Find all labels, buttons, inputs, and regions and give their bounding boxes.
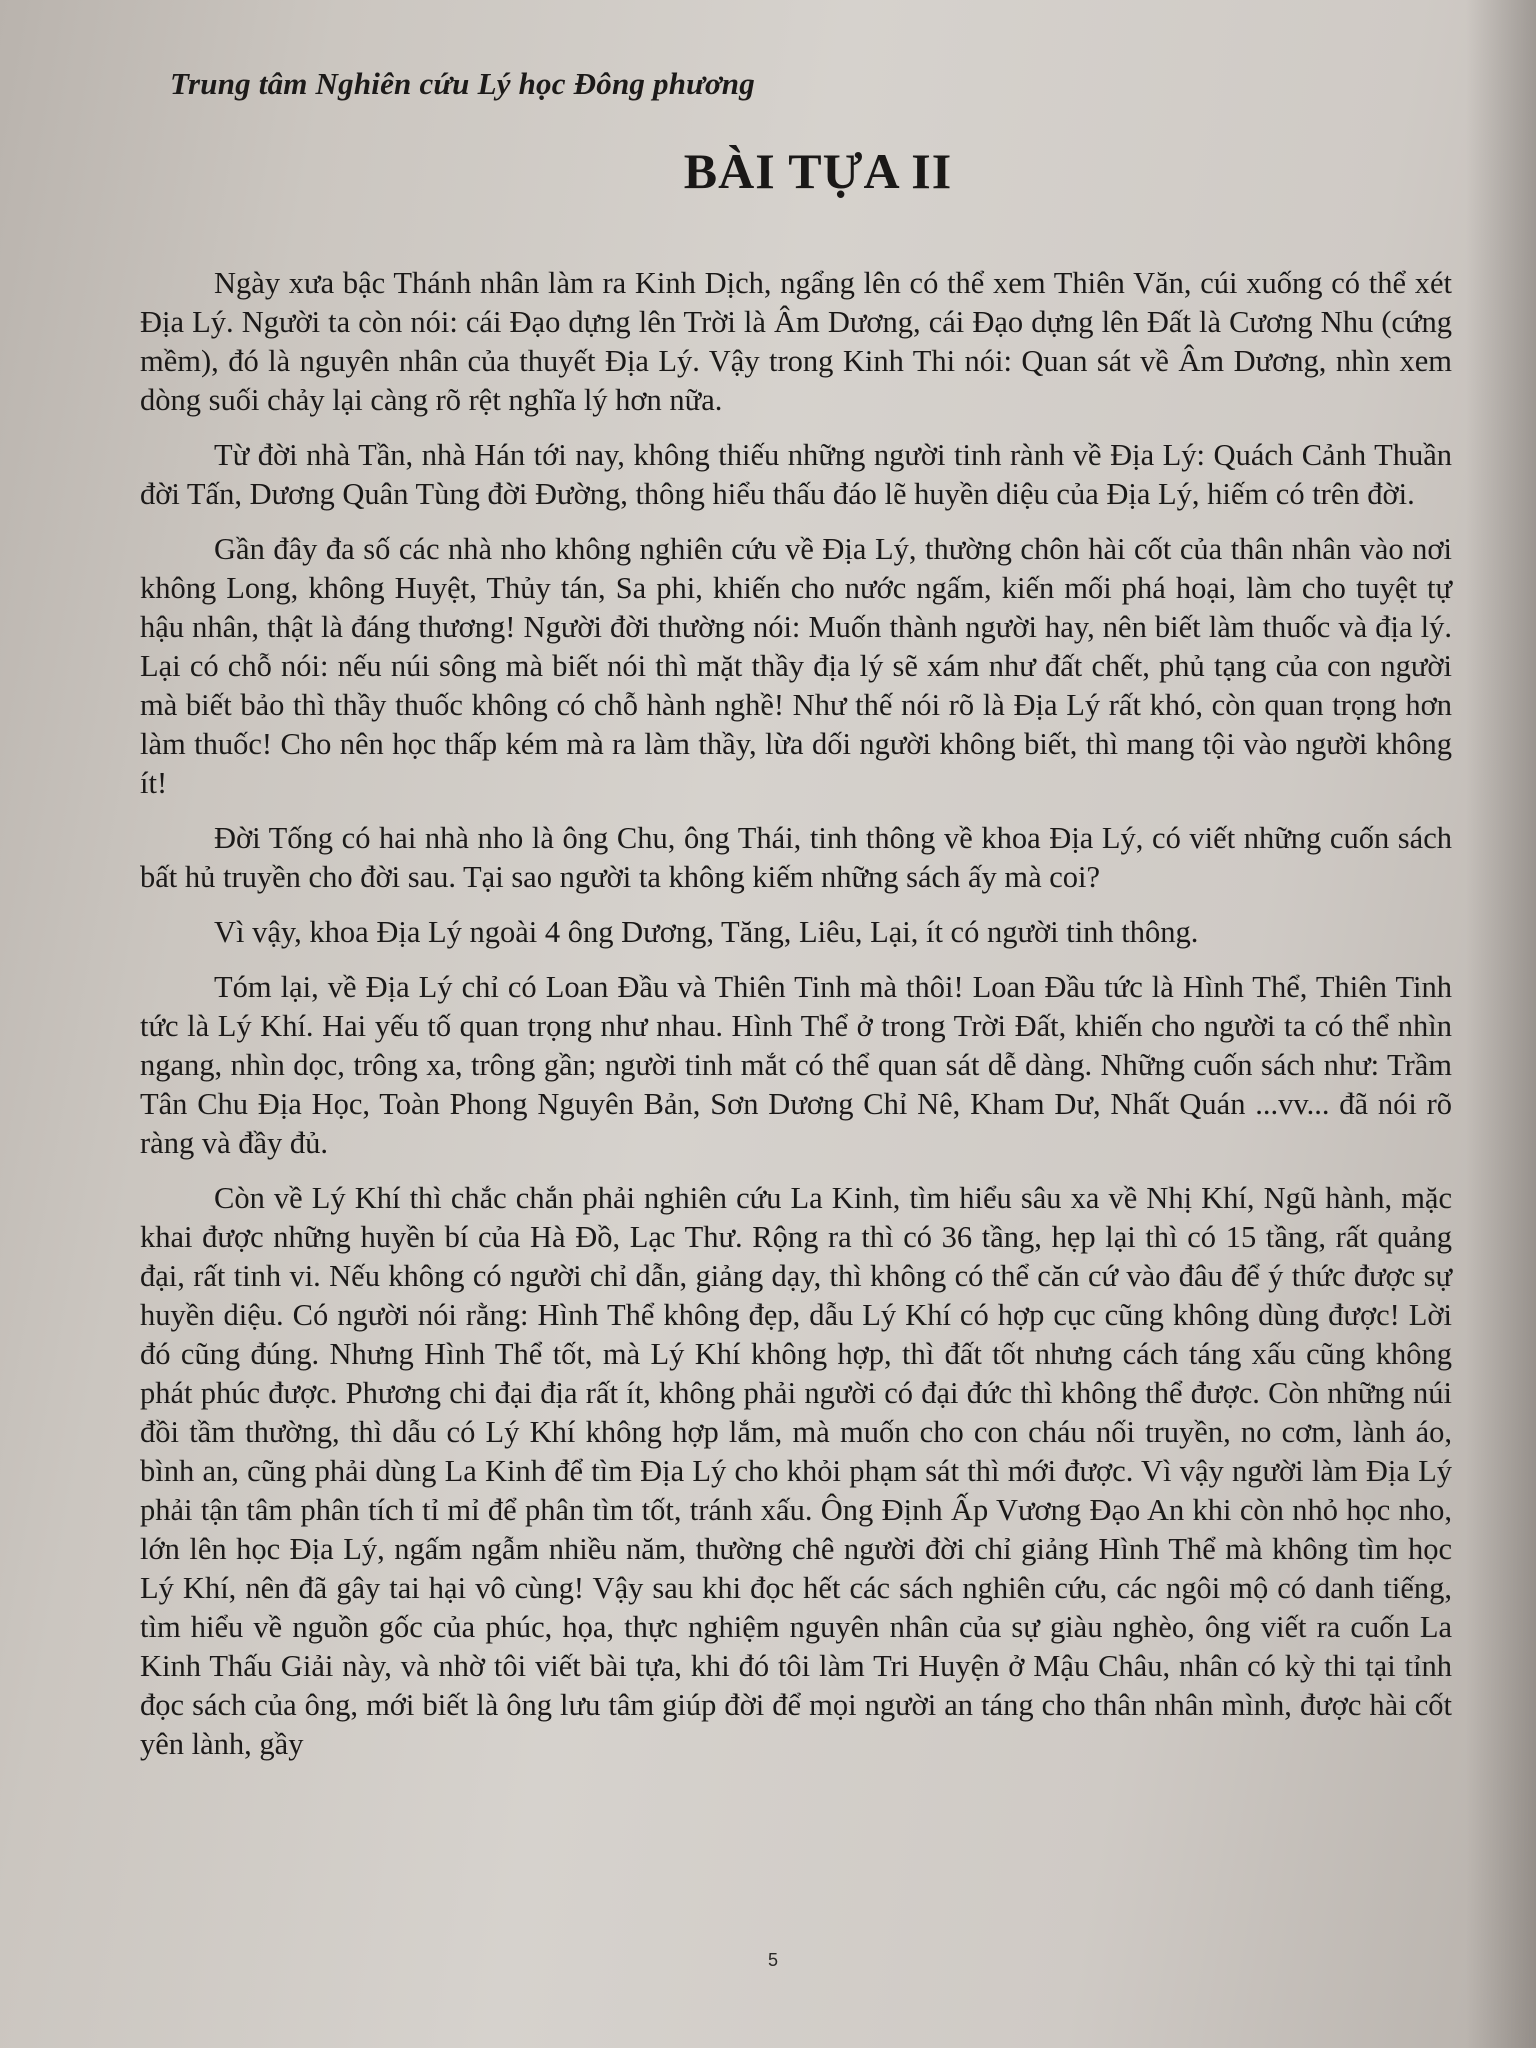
paragraph-4: Đời Tống có hai nhà nho là ông Chu, ông Thái, tinh thông về khoa Địa Lý, có viết những cuốn sách bất hủ truyền cho đời sau. Tại sao người ta không kiếm những sách ấy mà coi? <box>140 821 1452 894</box>
body-text <box>140 264 1452 1780</box>
chapter-title: BÀI TỰA II <box>683 143 953 199</box>
paragraph-5: Vì vậy, khoa Địa Lý ngoài 4 ông Dương, Tăng, Liêu, Lại, ít có người tinh thông. <box>214 915 1199 949</box>
running-header: Trung tâm Nghiên cứu Lý học Đông phương <box>170 66 755 101</box>
paragraph-7: Còn về Lý Khí thì chắc chắn phải nghiên cứu La Kinh, tìm hiểu sâu xa về Nhị Khí, Ngũ hành, mặc khai được những huyền bí của Hà Đồ, Lạc Thư. Rộng ra thì có 36 tầng, hẹp lại thì có 15 tầng, rất quảng đại, rất tinh vi. Nếu không có người chỉ dẫn, giảng dạy, thì không có thể căn cứ vào đâu để ý thức được sự huyền diệu. Có người nói rằng: Hình Thể không đẹp, dẫu Lý Khí có hợp cục cũng không dùng được! Lời đó cũng đúng. Nhưng Hình Thể tốt, mà Lý Khí không hợp, thì đất tốt nhưng cách táng xấu cũng không phát phúc được. Phương chi đại địa rất ít, không phải người có đại đức thì không thể được. Còn những núi đồi tầm thường, thì dẫu có Lý Khí không hợp lắm, mà muốn cho con cháu nối truyền, no cơm, lành áo, bình an, cũng phải dùng La Kinh để tìm Địa Lý cho khỏi phạm sát thì mới được. Vì vậy người làm Địa Lý phải tận tâm phân tích tỉ mỉ để phân tìm tốt, tránh xấu. Ông Định Ấp Vương Đạo An khi còn nhỏ học nho, lớn lên học Địa Lý, ngấm ngẫm nhiều năm, thường chê người đời chỉ giảng Hình Thể mà không tìm học Lý Khí, nên đã gây tai hại vô cùng! Vậy sau khi đọc hết các sách nghiên cứu, các ngôi mộ có danh tiếng, tìm hiểu về nguồn gốc của phúc, họa, thực nghiệm nguyên nhân của sự giàu nghèo, ông viết ra cuốn La Kinh Thấu Giải này, và nhờ tôi viết bài tựa, khi đó tôi làm Tri Huyện ở Mậu Châu, nhân có kỳ thi tại tỉnh đọc sách của ông, mới biết là ông lưu tâm giúp đời để mọi người an táng cho thân nhân mình, được hài cốt yên lành, gầy <box>140 1181 1452 1761</box>
paragraph-2: Từ đời nhà Tần, nhà Hán tới nay, không thiếu những người tinh rành về Địa Lý: Quách Cảnh Thuần đời Tấn, Dương Quân Tùng đời Đường, thông hiểu thấu đáo lẽ huyền diệu của Địa Lý, hiếm có trên đời. <box>140 438 1452 511</box>
paragraph-1: Ngày xưa bậc Thánh nhân làm ra Kinh Dịch, ngẩng lên có thể xem Thiên Văn, cúi xuống có thể xét Địa Lý. Người ta còn nói: cái Đạo dựng lên Trời là Âm Dương, cái Đạo dựng lên Đất là Cương Nhu (cứng mềm), đó là nguyên nhân của thuyết Địa Lý. Vậy trong Kinh Thi nói: Quan sát về Âm Dương, nhìn xem dòng suối chảy lại càng rõ rệt nghĩa lý hơn nữa. <box>140 266 1452 417</box>
paragraph-3: Gần đây đa số các nhà nho không nghiên cứu về Địa Lý, thường chôn hài cốt của thân nhân vào nơi không Long, không Huyệt, Thủy tán, Sa phi, khiến cho nước ngấm, kiến mối phá hoại, làm cho tuyệt tự hậu nhân, thật là đáng thương! Người đời thường nói: Muốn thành người hay, nên biết làm thuốc và địa lý. Lại có chỗ nói: nếu núi sông mà biết nói thì mặt thầy địa lý sẽ xám như đất chết, phủ tạng của con người mà biết bảo thì thầy thuốc không có chỗ hành nghề! Như thế nói rõ là Địa Lý rất khó, còn quan trọng hơn làm thuốc! Cho nên học thấp kém mà ra làm thầy, lừa dối người không biết, thì mang tội vào người không ít! <box>140 532 1452 800</box>
paragraph-6: Tóm lại, về Địa Lý chỉ có Loan Đầu và Thiên Tinh mà thôi! Loan Đầu tức là Hình Thể, Thiên Tinh tức là Lý Khí. Hai yếu tố quan trọng như nhau. Hình Thể ở trong Trời Đất, khiến cho người ta có thể nhìn ngang, nhìn dọc, trông xa, trông gần; người tinh mắt có thể quan sát dễ dàng. Những cuốn sách như: Trầm Tân Chu Địa Học, Toàn Phong Nguyên Bản, Sơn Dương Chỉ Nê, Kham Dư, Nhất Quán ...vv... đã nói rõ ràng và đầy đủ. <box>140 970 1452 1160</box>
page-number: 5 <box>767 1950 778 1970</box>
page-edge-shadow <box>1466 0 1536 2048</box>
